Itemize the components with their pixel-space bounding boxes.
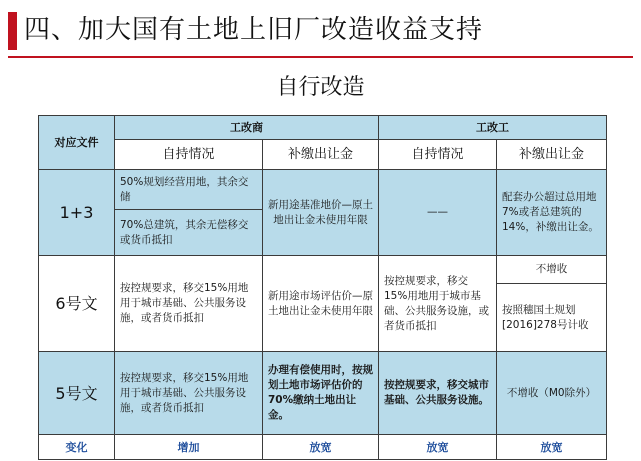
cell-row3-com-self: 按控规要求，移交15%用地用于城市基础、公共服务设施，或者货币抵扣: [115, 352, 263, 435]
footer-change-com-fee: 放宽: [263, 435, 379, 460]
cell-row1-ind-fee: 配套办公超过总用地7%或者总建筑的14%，补缴出让金。: [497, 170, 607, 256]
cell-row1-com-fee: 新用途基准地价—原土地出让金未使用年限: [263, 170, 379, 256]
cell-row3-ind-fee: 不增收（M0除外）: [497, 352, 607, 435]
doc-cell-1plus3: 1+3: [39, 170, 115, 256]
comparison-table: [38, 115, 607, 460]
cell-row2-com-fee: 新用途市场评估价—原土地出让金未使用年限: [263, 256, 379, 352]
cell-row3-ind-self: 按控规要求，移交城市基础、公共服务设施。: [379, 352, 497, 435]
footer-change-ind-self: 放宽: [379, 435, 497, 460]
header-divider: [8, 56, 633, 58]
cell-row1-ind-self: ——: [379, 170, 497, 256]
subheader-com-fee: 补缴出让金: [263, 140, 379, 170]
doc-cell-6hao: 6号文: [39, 256, 115, 352]
cell-row1-com-self-b: 70%总建筑，其余无偿移交或货币抵扣: [115, 210, 263, 256]
cell-row2-com-self: 按控规要求，移交15%用地用于城市基础、公共服务设施，或者货币抵扣: [115, 256, 263, 352]
section-subtitle: 自行改造: [276, 75, 365, 100]
slide-header: [0, 0, 641, 62]
table-subheader-row: [39, 140, 607, 170]
doc-column-header: 对应文件: [39, 116, 115, 170]
header-accent-bar: [8, 12, 17, 50]
cell-row2-ind-fee-a: 不增收: [497, 256, 607, 284]
footer-change-com-self: 增加: [115, 435, 263, 460]
slide-title: 四、加大国有土地上旧厂改造收益支持: [24, 15, 484, 45]
subheader-com-self: 自持情况: [115, 140, 263, 170]
group-header-commercial: 工改商: [115, 116, 379, 140]
table-header-row: [39, 116, 607, 140]
subheader-ind-fee: 补缴出让金: [497, 140, 607, 170]
doc-cell-5hao: 5号文: [39, 352, 115, 435]
table-row: [39, 352, 607, 435]
cell-row2-ind-fee-b: 按照穗国土规划[2016]278号计收: [497, 284, 607, 352]
table-footer-row: [39, 435, 607, 460]
group-header-industrial: 工改工: [379, 116, 607, 140]
cell-row2-ind-self: 按控规要求，移交15%用地用于城市基础、公共服务设施，或者货币抵扣: [379, 256, 497, 352]
table-row: [39, 256, 607, 284]
footer-change-ind-fee: 放宽: [497, 435, 607, 460]
table-row: [39, 170, 607, 210]
cell-row1-com-self-a: 50%规划经营用地，其余交储: [115, 170, 263, 210]
footer-label: 变化: [39, 435, 115, 460]
cell-row3-com-fee: 办理有偿使用时，按规划土地市场评估价的70%缴纳土地出让金。: [263, 352, 379, 435]
subheader-ind-self: 自持情况: [379, 140, 497, 170]
